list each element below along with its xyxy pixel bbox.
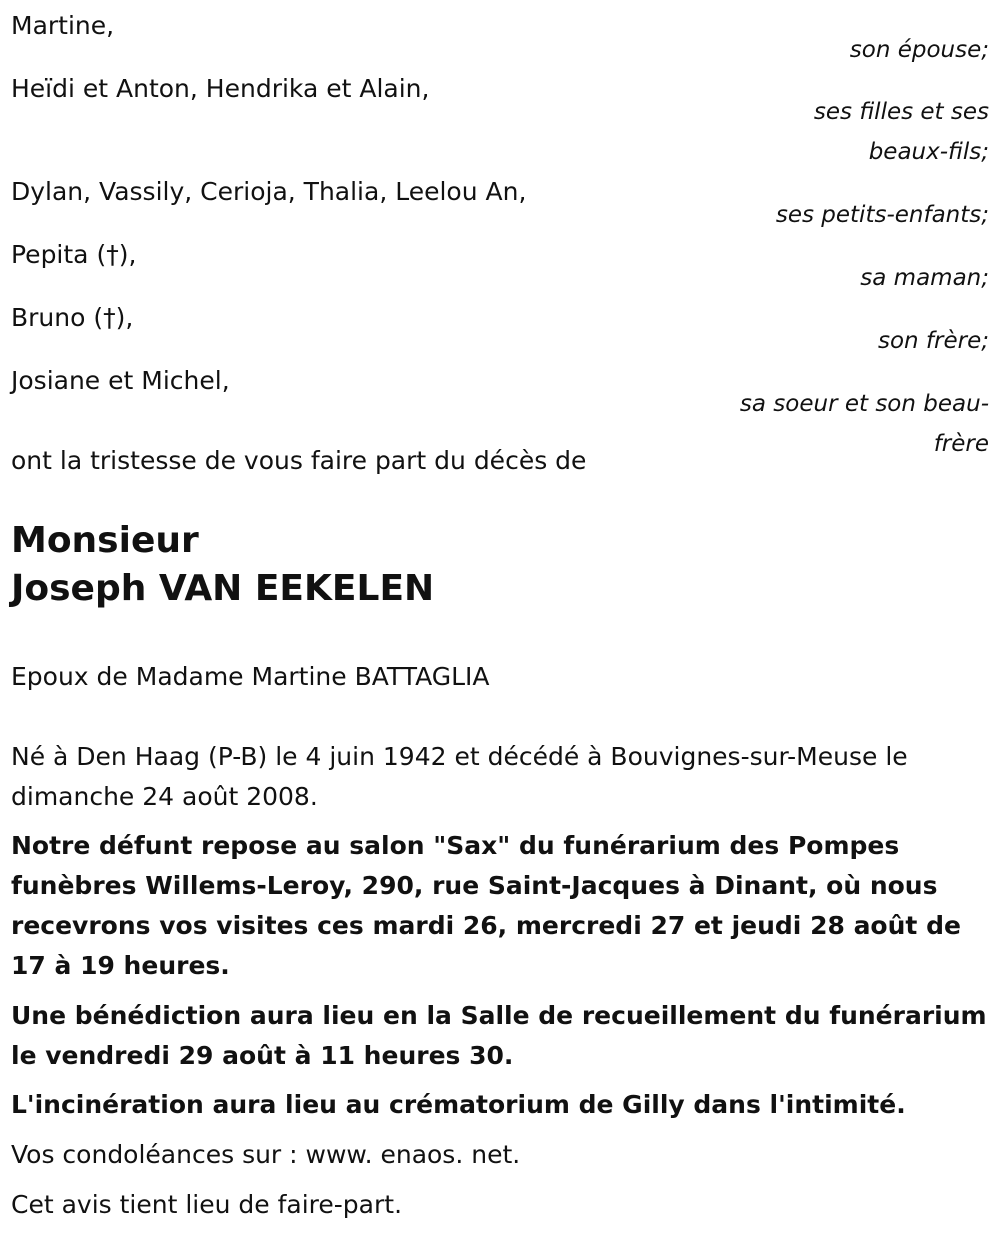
family-names-grandchildren: Dylan, Vassily, Cerioja, Thalia, Leelou An, xyxy=(11,177,527,206)
blessing-text: Une bénédiction aura lieu en la Salle de recueillement du funérarium le vendredi 29 août à 11 heures 30. xyxy=(11,1001,987,1070)
family-names-mother: Pepita (†), xyxy=(11,240,137,269)
family-names-spouse: Martine, xyxy=(11,11,115,40)
relation-spouse: son épouse; xyxy=(849,37,989,63)
relation-daughters: ses filles et ses beaux-fils; xyxy=(813,99,989,165)
relation-grandchildren: ses petits-enfants; xyxy=(775,202,989,228)
visitation-text: Notre défunt repose au salon "Sax" du funérarium des Pompes funèbres Willems-Leroy, 290, rue Saint-Jacques à Dinant, où nous recevrons vos visites ces mardi 26, mercredi 27 et jeudi 28 août de 17 à 19 heures. xyxy=(11,831,961,980)
deceased-name: Joseph VAN EEKELEN xyxy=(11,568,435,609)
family-names-brother: Bruno (†), xyxy=(11,303,134,332)
relation-mother: sa maman; xyxy=(860,265,989,291)
spouse-line: Epoux de Madame Martine BATTAGLIA xyxy=(11,662,490,691)
family-names-daughters: Heïdi et Anton, Hendrika et Alain, xyxy=(11,74,430,103)
family-names-sister: Josiane et Michel, xyxy=(11,366,230,395)
announcement-text: ont la tristesse de vous faire part du décès de xyxy=(11,446,587,475)
deceased-honorific: Monsieur xyxy=(11,520,199,561)
condolences-text: Vos condoléances sur : www. enaos. net. xyxy=(11,1140,521,1169)
notice-text: Cet avis tient lieu de faire-part. xyxy=(11,1190,403,1219)
relation-brother: son frère; xyxy=(877,328,989,354)
relation-sister: sa soeur et son beau-frère xyxy=(739,391,989,457)
birth-death-text: Né à Den Haag (P-B) le 4 juin 1942 et décédé à Bouvignes-sur-Meuse le dimanche 24 août 2008. xyxy=(11,742,908,811)
cremation-text: L'incinération aura lieu au crématorium de Gilly dans l'intimité. xyxy=(11,1090,906,1119)
